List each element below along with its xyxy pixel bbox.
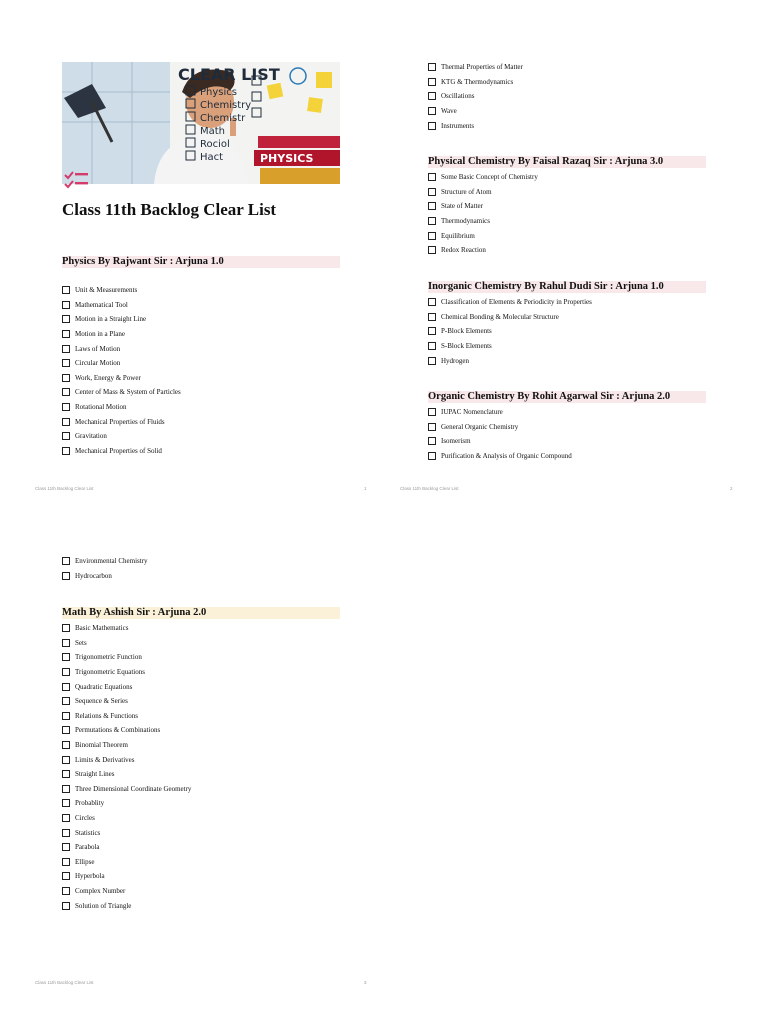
item-label: Straight Lines xyxy=(75,770,115,779)
item-label: Center of Mass & System of Particles xyxy=(75,388,181,397)
checklist-item xyxy=(62,385,340,400)
checklist-item xyxy=(428,170,706,185)
document-title: Class 11th Backlog Clear List xyxy=(62,200,277,219)
item-label: Hydrogen xyxy=(441,356,469,365)
checklist-item xyxy=(62,298,340,313)
checkbox[interactable] xyxy=(428,423,436,431)
item-label: Parabola xyxy=(75,843,100,852)
item-label: Sequence & Series xyxy=(75,697,128,706)
section-heading: Organic Chemistry By Rohit Agarwal Sir : Arjuna 2.0 xyxy=(428,391,706,403)
checkbox[interactable] xyxy=(62,668,70,676)
checklist-item xyxy=(62,840,340,855)
checklist-item xyxy=(428,295,706,310)
footer-label: Class 11th Backlog Clear List xyxy=(400,486,459,491)
checkbox[interactable] xyxy=(62,872,70,880)
board-item: Rociol xyxy=(200,139,230,150)
item-label: IUPAC Nomenclature xyxy=(441,408,503,417)
checkbox[interactable] xyxy=(62,829,70,837)
checklist-item xyxy=(62,429,340,444)
checklist xyxy=(62,621,340,913)
item-label: Gravitation xyxy=(75,432,107,441)
item-label: Mechanical Properties of Fluids xyxy=(75,417,165,426)
item-label: Relations & Functions xyxy=(75,711,138,720)
board-item: Chemistry xyxy=(200,100,252,111)
checkbox[interactable] xyxy=(62,726,70,734)
checkbox[interactable] xyxy=(428,202,436,210)
checklist-item xyxy=(428,339,706,354)
item-label: Probablity xyxy=(75,799,105,808)
checkbox[interactable] xyxy=(428,246,436,254)
item-label: Purification & Analysis of Organic Compound xyxy=(441,452,572,461)
checkbox[interactable] xyxy=(62,858,70,866)
page-number: 1 xyxy=(364,486,367,491)
item-label: Thermal Properties of Matter xyxy=(441,63,523,72)
checkbox[interactable] xyxy=(62,432,70,440)
checklist-item xyxy=(428,353,706,368)
item-label: Classification of Elements & Periodicity in Properties xyxy=(441,298,592,307)
checklist xyxy=(428,295,706,368)
checkbox[interactable] xyxy=(62,756,70,764)
item-label: S-Block Elements xyxy=(441,342,492,351)
checklist-item xyxy=(428,228,706,243)
checklist-item xyxy=(428,75,706,90)
checkbox[interactable] xyxy=(62,785,70,793)
item-label: Rotational Motion xyxy=(75,403,127,412)
checkbox[interactable] xyxy=(62,330,70,338)
item-label: Ellipse xyxy=(75,857,95,866)
checkbox[interactable] xyxy=(62,902,70,910)
checklist-item xyxy=(62,825,340,840)
checkbox[interactable] xyxy=(62,683,70,691)
item-label: Motion in a Straight Line xyxy=(75,315,147,324)
checklist-item xyxy=(428,185,706,200)
item-label: Thermodynamics xyxy=(441,217,490,226)
checklist-item xyxy=(62,855,340,870)
board-item: Hact xyxy=(200,152,224,163)
checklist xyxy=(428,60,706,133)
continued-physics xyxy=(428,60,706,133)
checklist-item xyxy=(62,327,340,342)
checklist-item xyxy=(62,371,340,386)
checklist-item xyxy=(428,420,706,435)
checkbox[interactable] xyxy=(428,92,436,100)
checkbox[interactable] xyxy=(428,122,436,130)
page-number: 3 xyxy=(364,980,367,985)
checkbox[interactable] xyxy=(62,388,70,396)
checkbox[interactable] xyxy=(62,345,70,353)
checkbox[interactable] xyxy=(62,447,70,455)
checklist-item xyxy=(62,767,340,782)
item-label: Hydrocarbon xyxy=(75,571,112,580)
checkbox[interactable] xyxy=(428,452,436,460)
checklist-item xyxy=(428,449,706,464)
section-heading: Physical Chemistry By Faisal Razaq Sir : Arjuna 3.0 xyxy=(428,156,706,168)
item-label: KTG & Thermodynamics xyxy=(441,77,514,86)
checkbox[interactable] xyxy=(428,357,436,365)
checkbox[interactable] xyxy=(62,418,70,426)
checkbox[interactable] xyxy=(62,697,70,705)
checklist-item xyxy=(62,898,340,913)
checklist-item xyxy=(62,621,340,636)
checkbox[interactable] xyxy=(62,741,70,749)
item-label: Equilibrium xyxy=(441,231,475,240)
checkbox[interactable] xyxy=(62,712,70,720)
item-label: Three Dimensional Coordinate Geometry xyxy=(75,784,192,793)
footer-label: Class 11th Backlog Clear List xyxy=(35,980,94,985)
checklist-item xyxy=(428,104,706,119)
checklist-item xyxy=(62,400,340,415)
item-label: Isomerism xyxy=(441,437,471,446)
section-heading: Physics By Rajwant Sir : Arjuna 1.0 xyxy=(62,256,340,268)
checklist-item xyxy=(428,324,706,339)
section-heading: Inorganic Chemistry By Rahul Dudi Sir : Arjuna 1.0 xyxy=(428,281,706,293)
item-label: Circles xyxy=(75,814,95,823)
checklist xyxy=(62,554,340,583)
checklist xyxy=(62,283,340,458)
checklist-item xyxy=(62,665,340,680)
checkbox[interactable] xyxy=(62,301,70,309)
checkbox[interactable] xyxy=(62,814,70,822)
section-organic-chemistry xyxy=(428,391,706,463)
checklist-item xyxy=(428,243,706,258)
checklist-item xyxy=(62,312,340,327)
item-label: Mathematical Tool xyxy=(75,300,128,309)
checklist-item xyxy=(428,118,706,133)
checklist-item xyxy=(62,752,340,767)
checklist-item xyxy=(62,414,340,429)
item-label: General Organic Chemistry xyxy=(441,422,519,431)
checklist-item xyxy=(428,405,706,420)
checkbox[interactable] xyxy=(428,313,436,321)
checkbox[interactable] xyxy=(428,327,436,335)
page-number: 2 xyxy=(730,486,733,491)
checkbox[interactable] xyxy=(62,403,70,411)
item-label: Instruments xyxy=(441,121,475,130)
item-label: Mechanical Properties of Solid xyxy=(75,446,162,455)
checklist-item xyxy=(62,723,340,738)
cover-illustration xyxy=(62,62,340,184)
checklist-item xyxy=(428,434,706,449)
page-1 xyxy=(0,0,384,500)
checklist-item xyxy=(62,679,340,694)
item-label: Motion in a Plane xyxy=(75,330,125,339)
checklist-item xyxy=(62,356,340,371)
item-label: Oscillations xyxy=(441,92,475,101)
item-label: Sets xyxy=(75,638,87,647)
item-label: Structure of Atom xyxy=(441,187,492,196)
item-label: Statistics xyxy=(75,828,101,837)
checklist-item xyxy=(62,554,340,569)
checkbox[interactable] xyxy=(62,843,70,851)
section-inorganic-chemistry xyxy=(428,281,706,368)
item-label: Trigonometric Equations xyxy=(75,668,145,677)
checkbox[interactable] xyxy=(428,188,436,196)
checkbox[interactable] xyxy=(428,298,436,306)
checklist-item xyxy=(62,796,340,811)
page-3 xyxy=(0,500,384,1024)
section-physics xyxy=(62,256,340,458)
item-label: Environmental Chemistry xyxy=(75,557,148,566)
item-label: Trigonometric Function xyxy=(75,653,142,662)
book-label: PHYSICS xyxy=(260,152,314,165)
section-math xyxy=(62,607,340,913)
checkbox[interactable] xyxy=(62,572,70,580)
checklist-item xyxy=(62,782,340,797)
item-label: Work, Energy & Power xyxy=(75,373,141,382)
checkbox[interactable] xyxy=(428,437,436,445)
item-label: State of Matter xyxy=(441,202,483,211)
checklist-item xyxy=(62,444,340,459)
checklist-item xyxy=(62,694,340,709)
cover-image xyxy=(62,62,340,184)
checkbox[interactable] xyxy=(62,286,70,294)
item-label: Solution of Triangle xyxy=(75,901,132,910)
item-label: Limits & Derivatives xyxy=(75,755,135,764)
item-label: Laws of Motion xyxy=(75,344,121,353)
item-label: Wave xyxy=(441,107,457,116)
checkbox[interactable] xyxy=(428,408,436,416)
checkbox[interactable] xyxy=(428,342,436,350)
checklist-item xyxy=(62,811,340,826)
checkbox[interactable] xyxy=(62,887,70,895)
item-label: Hyperbola xyxy=(75,872,105,881)
board-item: Math xyxy=(200,126,226,137)
checklist-item xyxy=(62,884,340,899)
checklist-icon xyxy=(64,170,90,190)
checkbox[interactable] xyxy=(62,639,70,647)
checkbox[interactable] xyxy=(62,557,70,565)
item-label: Some Basic Concept of Chemistry xyxy=(441,173,538,182)
checklist-item xyxy=(62,341,340,356)
checkbox[interactable] xyxy=(428,63,436,71)
item-label: Circular Motion xyxy=(75,359,121,368)
checkbox[interactable] xyxy=(62,624,70,632)
checkbox[interactable] xyxy=(62,799,70,807)
item-label: Complex Number xyxy=(75,886,126,895)
checklist xyxy=(428,405,706,463)
item-label: Basic Mathematics xyxy=(75,624,129,633)
checklist-item xyxy=(62,283,340,298)
checkbox[interactable] xyxy=(62,653,70,661)
checkbox[interactable] xyxy=(428,107,436,115)
item-label: Permutations & Combinations xyxy=(75,726,161,735)
checklist-item xyxy=(428,89,706,104)
checklist-item xyxy=(62,738,340,753)
checklist-item xyxy=(428,60,706,75)
checkbox[interactable] xyxy=(62,374,70,382)
section-physical-chemistry xyxy=(428,156,706,258)
item-label: Binomial Theorem xyxy=(75,741,128,750)
page-2 xyxy=(384,0,768,500)
checklist-item xyxy=(428,214,706,229)
checkbox[interactable] xyxy=(428,173,436,181)
checklist-item xyxy=(62,650,340,665)
checkbox[interactable] xyxy=(428,78,436,86)
checkbox[interactable] xyxy=(62,359,70,367)
item-label: Quadratic Equations xyxy=(75,682,133,691)
item-label: Redox Reaction xyxy=(441,246,486,255)
checklist-item xyxy=(428,310,706,325)
checklist-item xyxy=(62,569,340,584)
checkbox[interactable] xyxy=(62,315,70,323)
checklist xyxy=(428,170,706,258)
checkbox[interactable] xyxy=(62,770,70,778)
footer-label: Class 11th Backlog Clear List xyxy=(35,486,94,491)
board-title: CLEAR LIST xyxy=(178,65,280,84)
board-item: Chemistr xyxy=(200,113,246,124)
continued-organic xyxy=(62,554,340,583)
section-heading: Math By Ashish Sir : Arjuna 2.0 xyxy=(62,607,340,619)
checkbox[interactable] xyxy=(428,232,436,240)
checklist-item xyxy=(62,709,340,724)
item-label: Unit & Measurements xyxy=(75,286,138,295)
item-label: P-Block Elements xyxy=(441,327,492,336)
checklist-item xyxy=(428,199,706,214)
checkbox[interactable] xyxy=(428,217,436,225)
checklist-item xyxy=(62,636,340,651)
checklist-item xyxy=(62,869,340,884)
item-label: Chemical Bonding & Molecular Structure xyxy=(441,312,559,321)
board-item: Physics xyxy=(200,87,237,98)
